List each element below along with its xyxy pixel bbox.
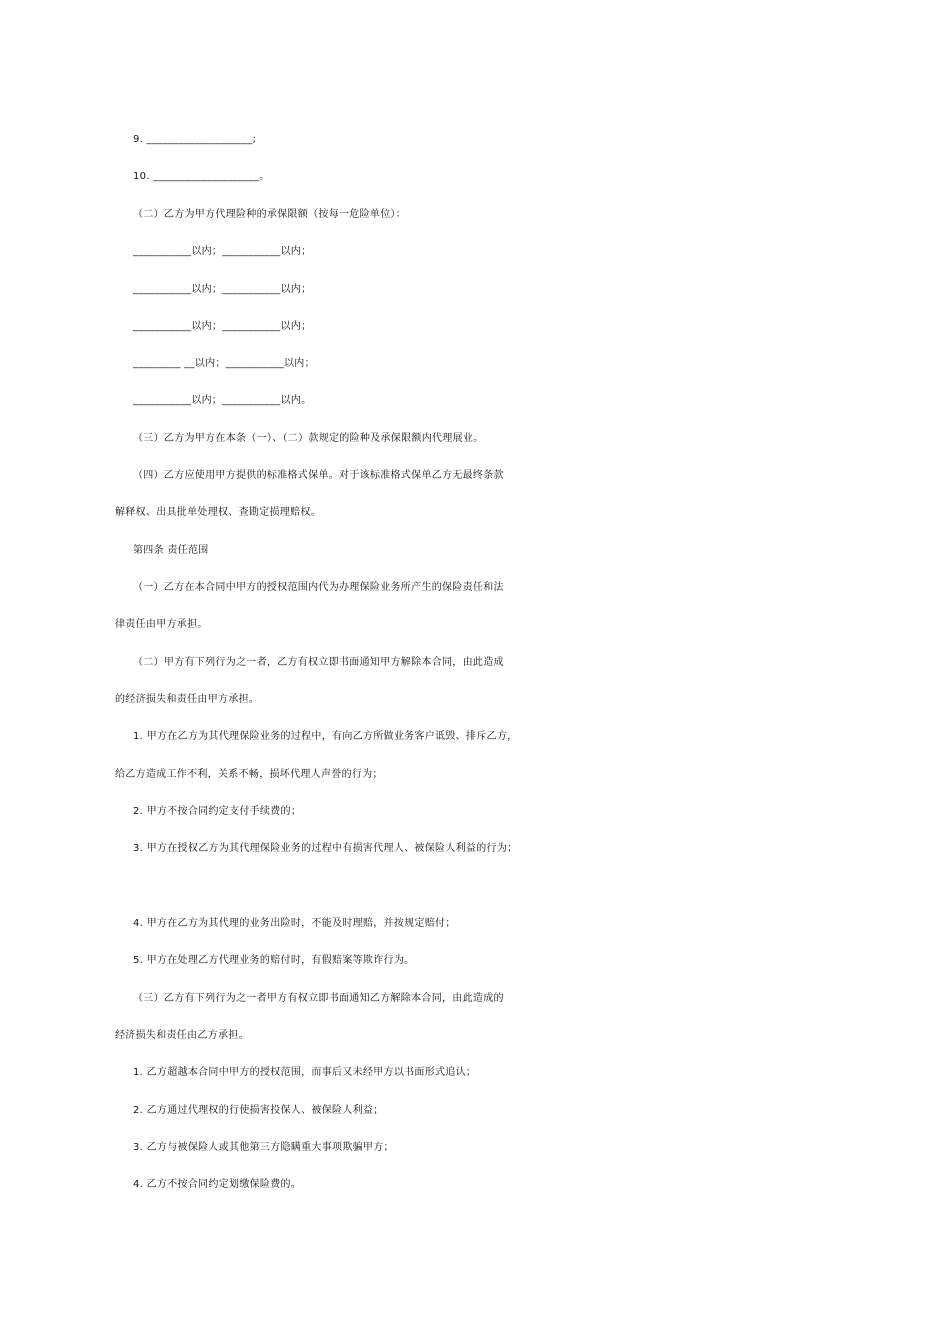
paragraph: （三）乙方为甲方在本条（一）、（二）款规定的险种及承保限额内代理展业。 bbox=[133, 433, 484, 444]
list-item: 5. 甲方在处理乙方代理业务的赔付时，有假赔案等欺诈行为。 bbox=[133, 955, 415, 966]
limit-row: ___________以内；___________以内； bbox=[133, 284, 312, 295]
limit-row: ___________以内；___________以内； bbox=[133, 321, 312, 332]
paragraph-continuation: 解释权、出具批单处理权、查勘定损理赔权。 bbox=[115, 507, 321, 518]
list-item: 3. 乙方与被保险人或其他第三方隐瞒重大事项欺骗甲方； bbox=[133, 1142, 394, 1153]
list-item: 4. 乙方不按合同约定划缴保险费的。 bbox=[133, 1179, 302, 1190]
list-item: 4. 甲方在乙方为其代理的业务出险时，不能及时理赔，并按规定赔付； bbox=[133, 918, 456, 929]
limit-row: _________ __以内；___________以内； bbox=[133, 358, 315, 369]
paragraph: （二）甲方有下列行为之一者，乙方有权立即书面通知甲方解除本合同，由此造成 bbox=[133, 657, 504, 668]
list-item-continuation: 给乙方造成工作不利，关系不畅，损坏代理人声誉的行为； bbox=[115, 769, 383, 780]
list-item: 1. 乙方超越本合同中甲方的授权范围，而事后又未经甲方以书面形式追认； bbox=[133, 1067, 477, 1078]
paragraph: （一）乙方在本合同中甲方的授权范围内代为办理保险业务所产生的保险责任和法 bbox=[133, 582, 504, 593]
limit-row: ___________以内；___________以内； bbox=[133, 246, 312, 257]
article-title: 第四条 责任范围 bbox=[133, 545, 209, 556]
paragraph: （三）乙方有下列行为之一者甲方有权立即书面通知乙方解除本合同，由此造成的 bbox=[133, 993, 504, 1004]
list-item: 1. 甲方在乙方为其代理保险业务的过程中，有向乙方所做业务客户诋毁、排斥乙方， bbox=[133, 731, 518, 742]
paragraph-continuation: 经济损失和责任由乙方承担。 bbox=[115, 1030, 249, 1041]
paragraph-continuation: 律责任由甲方承担。 bbox=[115, 619, 208, 630]
list-item: 2. 甲方不按合同约定支付手续费的； bbox=[133, 806, 302, 817]
item-10: 10. ____________________。 bbox=[133, 171, 270, 182]
limit-row: ___________以内；___________以内。 bbox=[133, 395, 312, 406]
paragraph: （四）乙方应使用甲方提供的标准格式保单。对于该标准格式保单乙方无最终条款 bbox=[133, 470, 504, 481]
item-9: 9. ____________________; bbox=[133, 134, 257, 145]
limit-heading: （二）乙方为甲方代理险种的承保限额（按每一危险单位）： bbox=[133, 209, 407, 220]
list-item: 3. 甲方在授权乙方为其代理保险业务的过程中有损害代理人、被保险人利益的行为； bbox=[133, 843, 518, 854]
paragraph-continuation: 的经济损失和责任由甲方承担。 bbox=[115, 694, 260, 705]
list-item: 2. 乙方通过代理权的行使损害投保人、被保险人利益； bbox=[133, 1105, 384, 1116]
